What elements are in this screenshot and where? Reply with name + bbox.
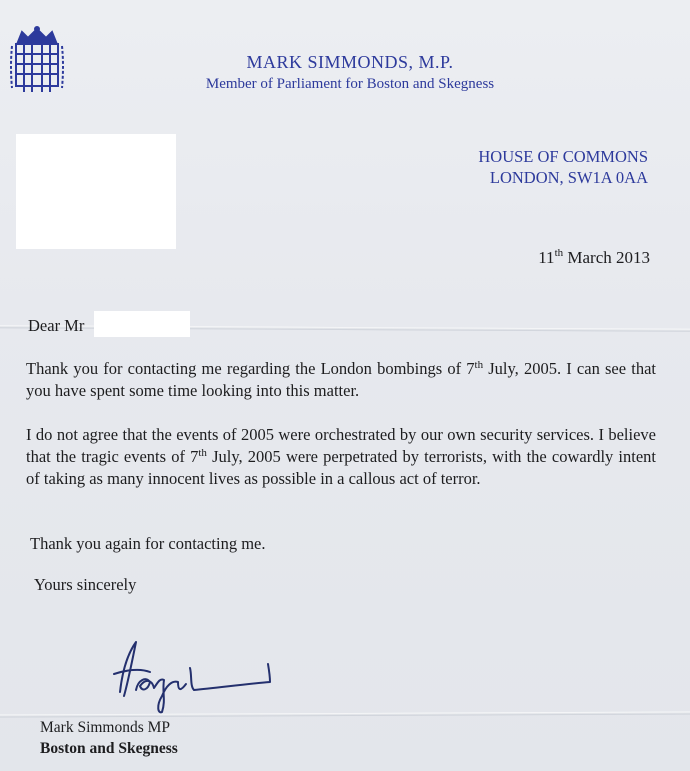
address-line-1: HOUSE OF COMMONS <box>478 147 648 166</box>
paper-fold <box>0 711 690 717</box>
p1-text-b: July, 2005. I can see that you have spent some time looking into this matter. <box>26 359 656 400</box>
p1-text-a: Thank you for contacting me regarding the London bombings of 7 <box>26 359 475 378</box>
redacted-address-block <box>16 134 176 249</box>
salutation: Dear Mr <box>28 316 85 335</box>
date-suffix: th <box>554 247 564 259</box>
mp-name-heading: MARK SIMMONDS, M.P. <box>246 52 454 72</box>
p1-superscript: th <box>474 359 484 371</box>
letter-date <box>538 248 650 268</box>
p2-text-b: July, 2005 were perpetrated by terrorists, with the cowardly intent of taking as many innocent lives as possible in a callous act of terror. <box>26 447 657 488</box>
signatory-name: Mark Simmonds MP <box>40 719 171 736</box>
date-day: 11 <box>538 248 555 267</box>
redacted-recipient-name <box>94 311 190 337</box>
letterhead <box>190 52 510 93</box>
p2-text-a: I do not agree that the events of 2005 were orchestrated by our own security services. I believe that the tragic events of 7 <box>26 425 656 466</box>
signatory-constituency: Boston and Skegness <box>40 740 178 757</box>
p2-superscript: th <box>198 447 207 459</box>
sender-address <box>478 146 648 188</box>
address-line-2: LONDON, SW1A 0AA <box>489 168 648 187</box>
mp-role-heading: Member of Parliament for Boston and Skegness <box>205 76 495 92</box>
date-month-year: March 2013 <box>567 248 650 267</box>
closing: Yours sincerely <box>34 575 137 594</box>
portcullis-icon <box>8 26 66 96</box>
signature <box>106 634 276 718</box>
body-paragraph-2 <box>26 424 656 490</box>
body-paragraph-3: Thank you again for contacting me. <box>30 534 266 553</box>
body-paragraph-1 <box>26 358 656 402</box>
